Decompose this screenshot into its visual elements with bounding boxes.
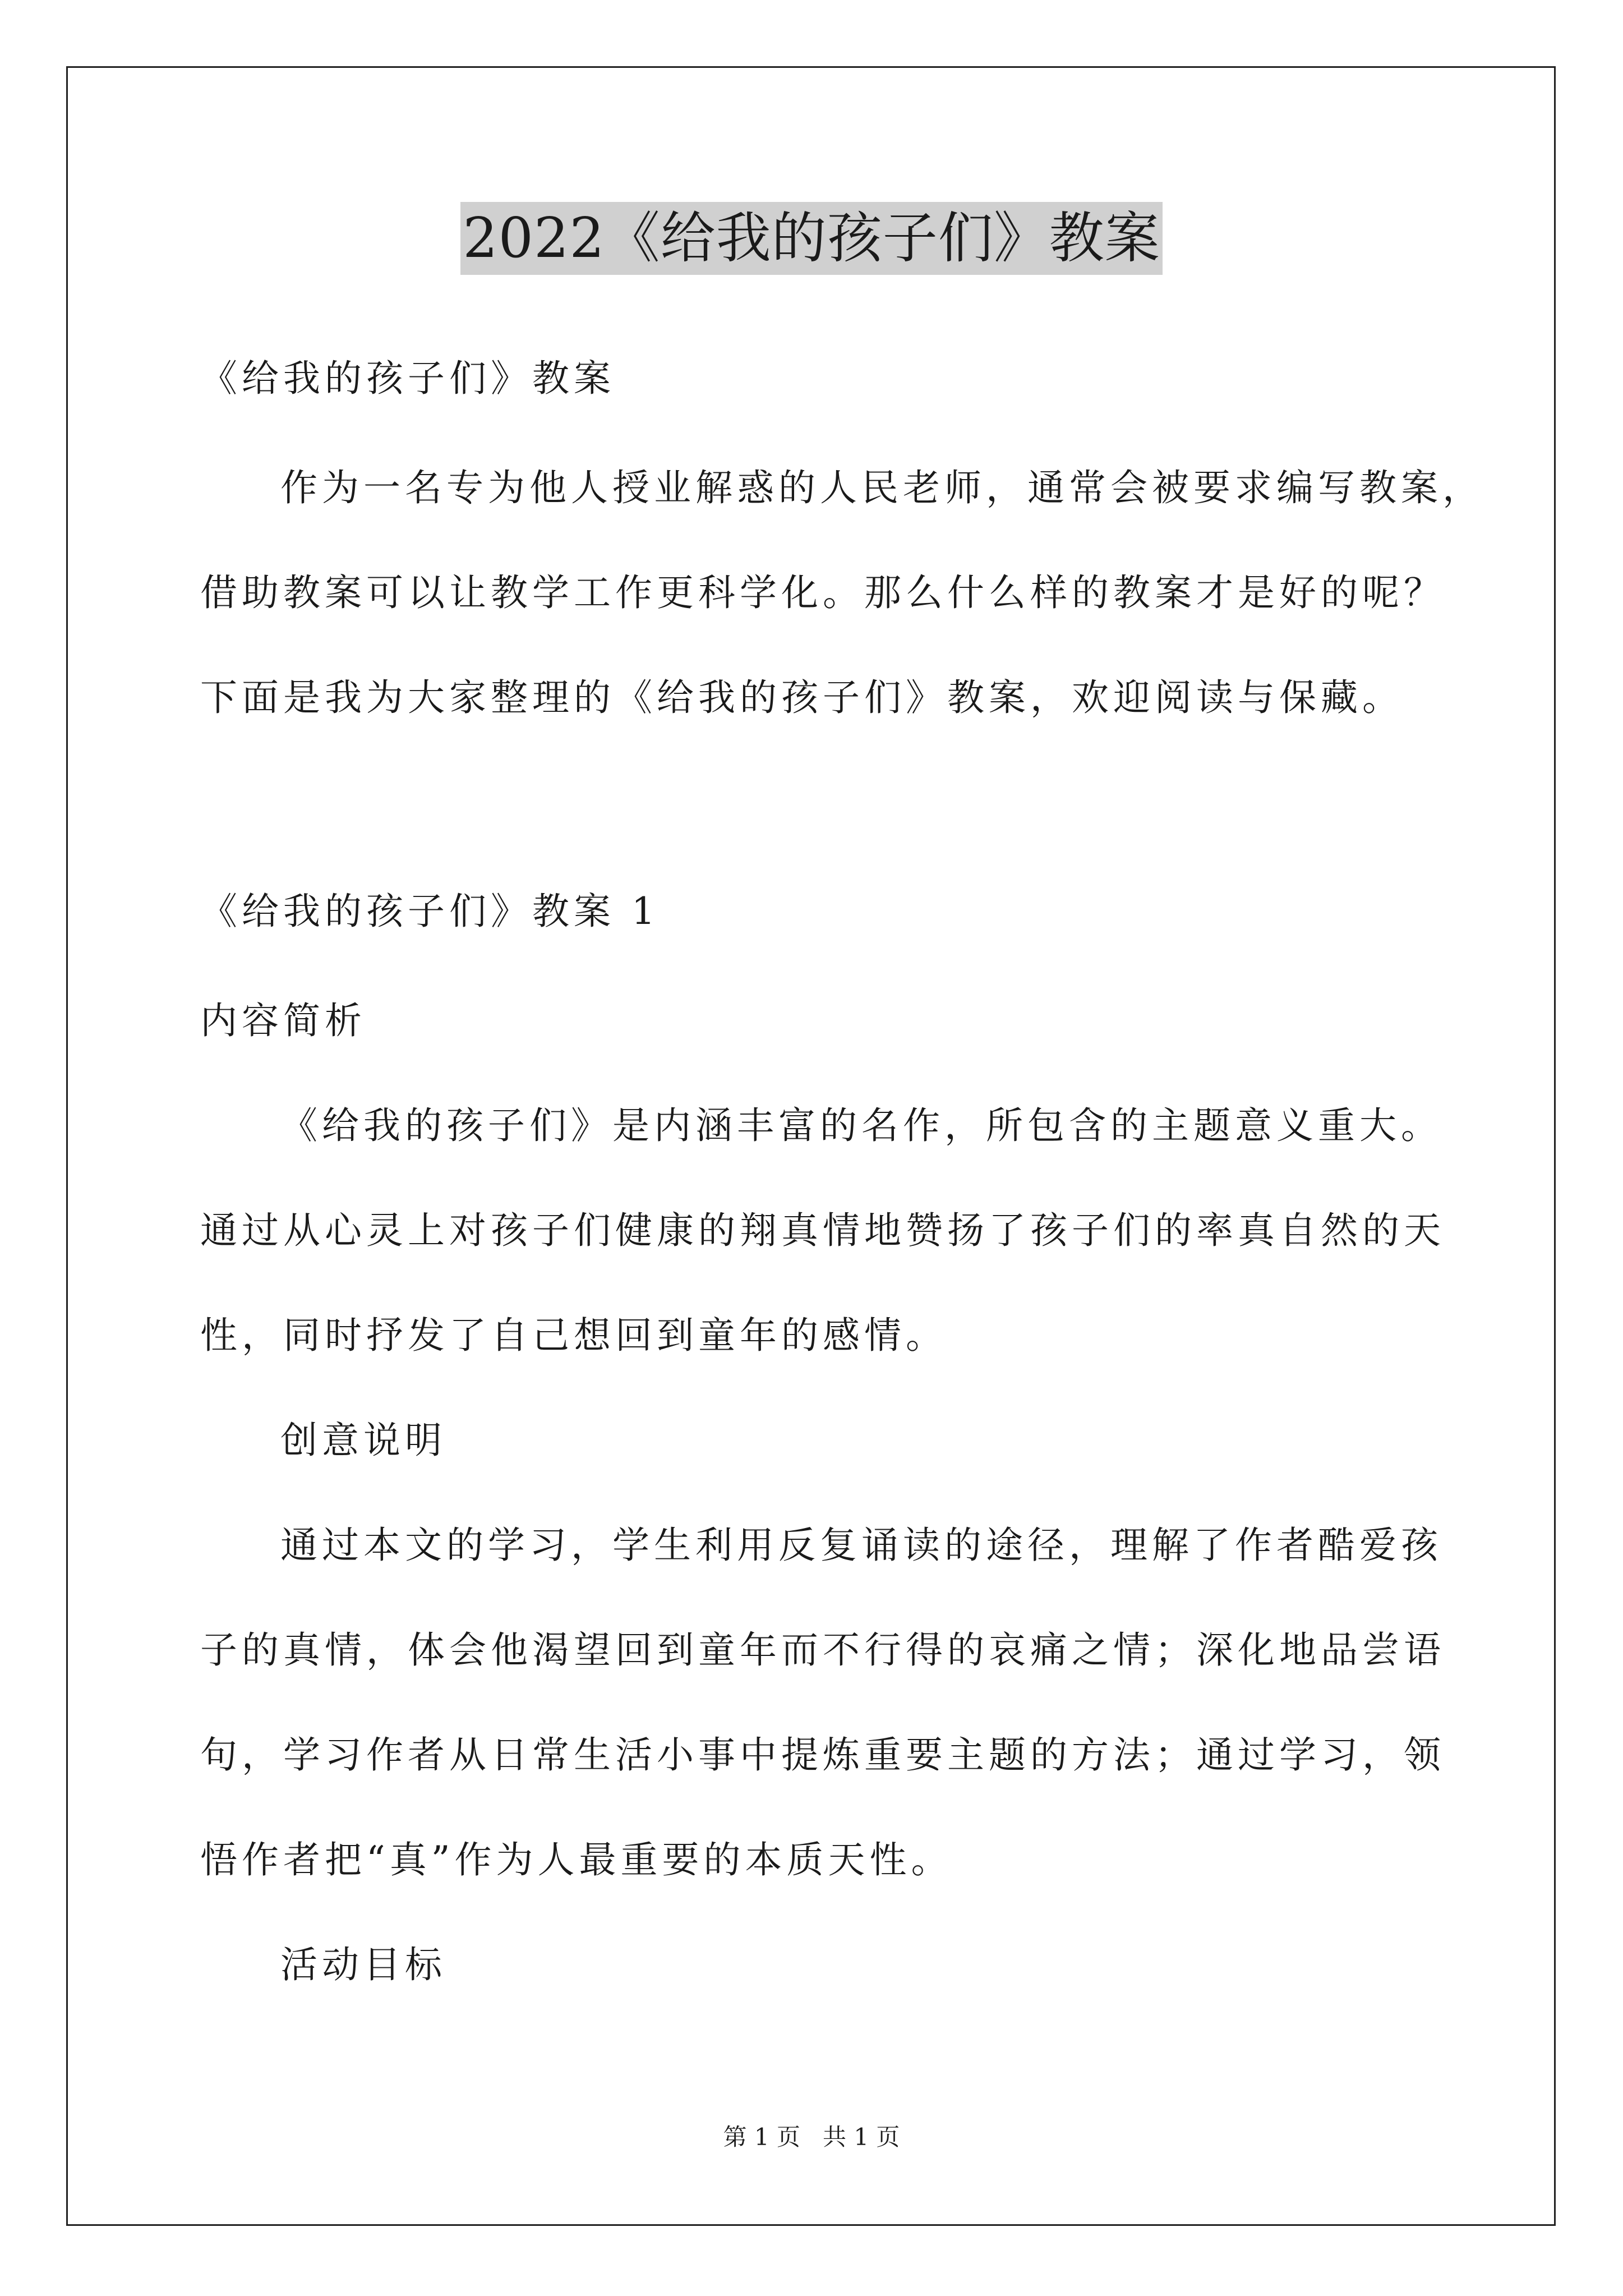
body-line: 悟作者把“真”作为人最重要的本质天性。	[200, 1838, 953, 1881]
page-footer	[0, 2120, 1623, 2154]
section-subheading: 创意说明	[280, 1419, 446, 1462]
document-title: 2022《给我的孩子们》教案	[460, 202, 1162, 275]
section-subheading: 内容简析	[200, 999, 366, 1042]
body-line: 通过从心灵上对孩子们健康的翔真情地赞扬了孩子们的率真自然的天	[200, 1209, 1445, 1252]
body-line: 借助教案可以让教学工作更科学化。那么什么样的教案才是好的呢？	[200, 571, 1445, 614]
body-line: 子的真情，体会他渴望回到童年而不行得的哀痛之情；深化地品尝语	[200, 1628, 1445, 1672]
section-heading: 《给我的孩子们》教案 1	[200, 890, 660, 933]
section-subheading: 活动目标	[280, 1943, 446, 1986]
body-line: 句，学习作者从日常生活小事中提炼重要主题的方法；通过学习，领	[200, 1733, 1445, 1777]
body-line: 性，同时抒发了自己想回到童年的感情。	[200, 1314, 947, 1357]
body-line: 《给我的孩子们》是内涵丰富的名作，所包含的主题意义重大。	[280, 1104, 1442, 1147]
body-line: 通过本文的学习，学生利用反复诵读的途径，理解了作者酷爱孩	[280, 1524, 1442, 1567]
page-number: 第 1 页	[723, 2123, 800, 2151]
subtitle-line: 《给我的孩子们》教案	[200, 357, 615, 400]
body-line: 下面是我为大家整理的《给我的孩子们》教案，欢迎阅读与保藏。	[200, 676, 1404, 719]
body-line: 作为一名专为他人授业解惑的人民老师，通常会被要求编写教案，	[280, 466, 1484, 509]
page-total: 共 1 页	[823, 2123, 900, 2151]
title-container	[0, 202, 1623, 275]
